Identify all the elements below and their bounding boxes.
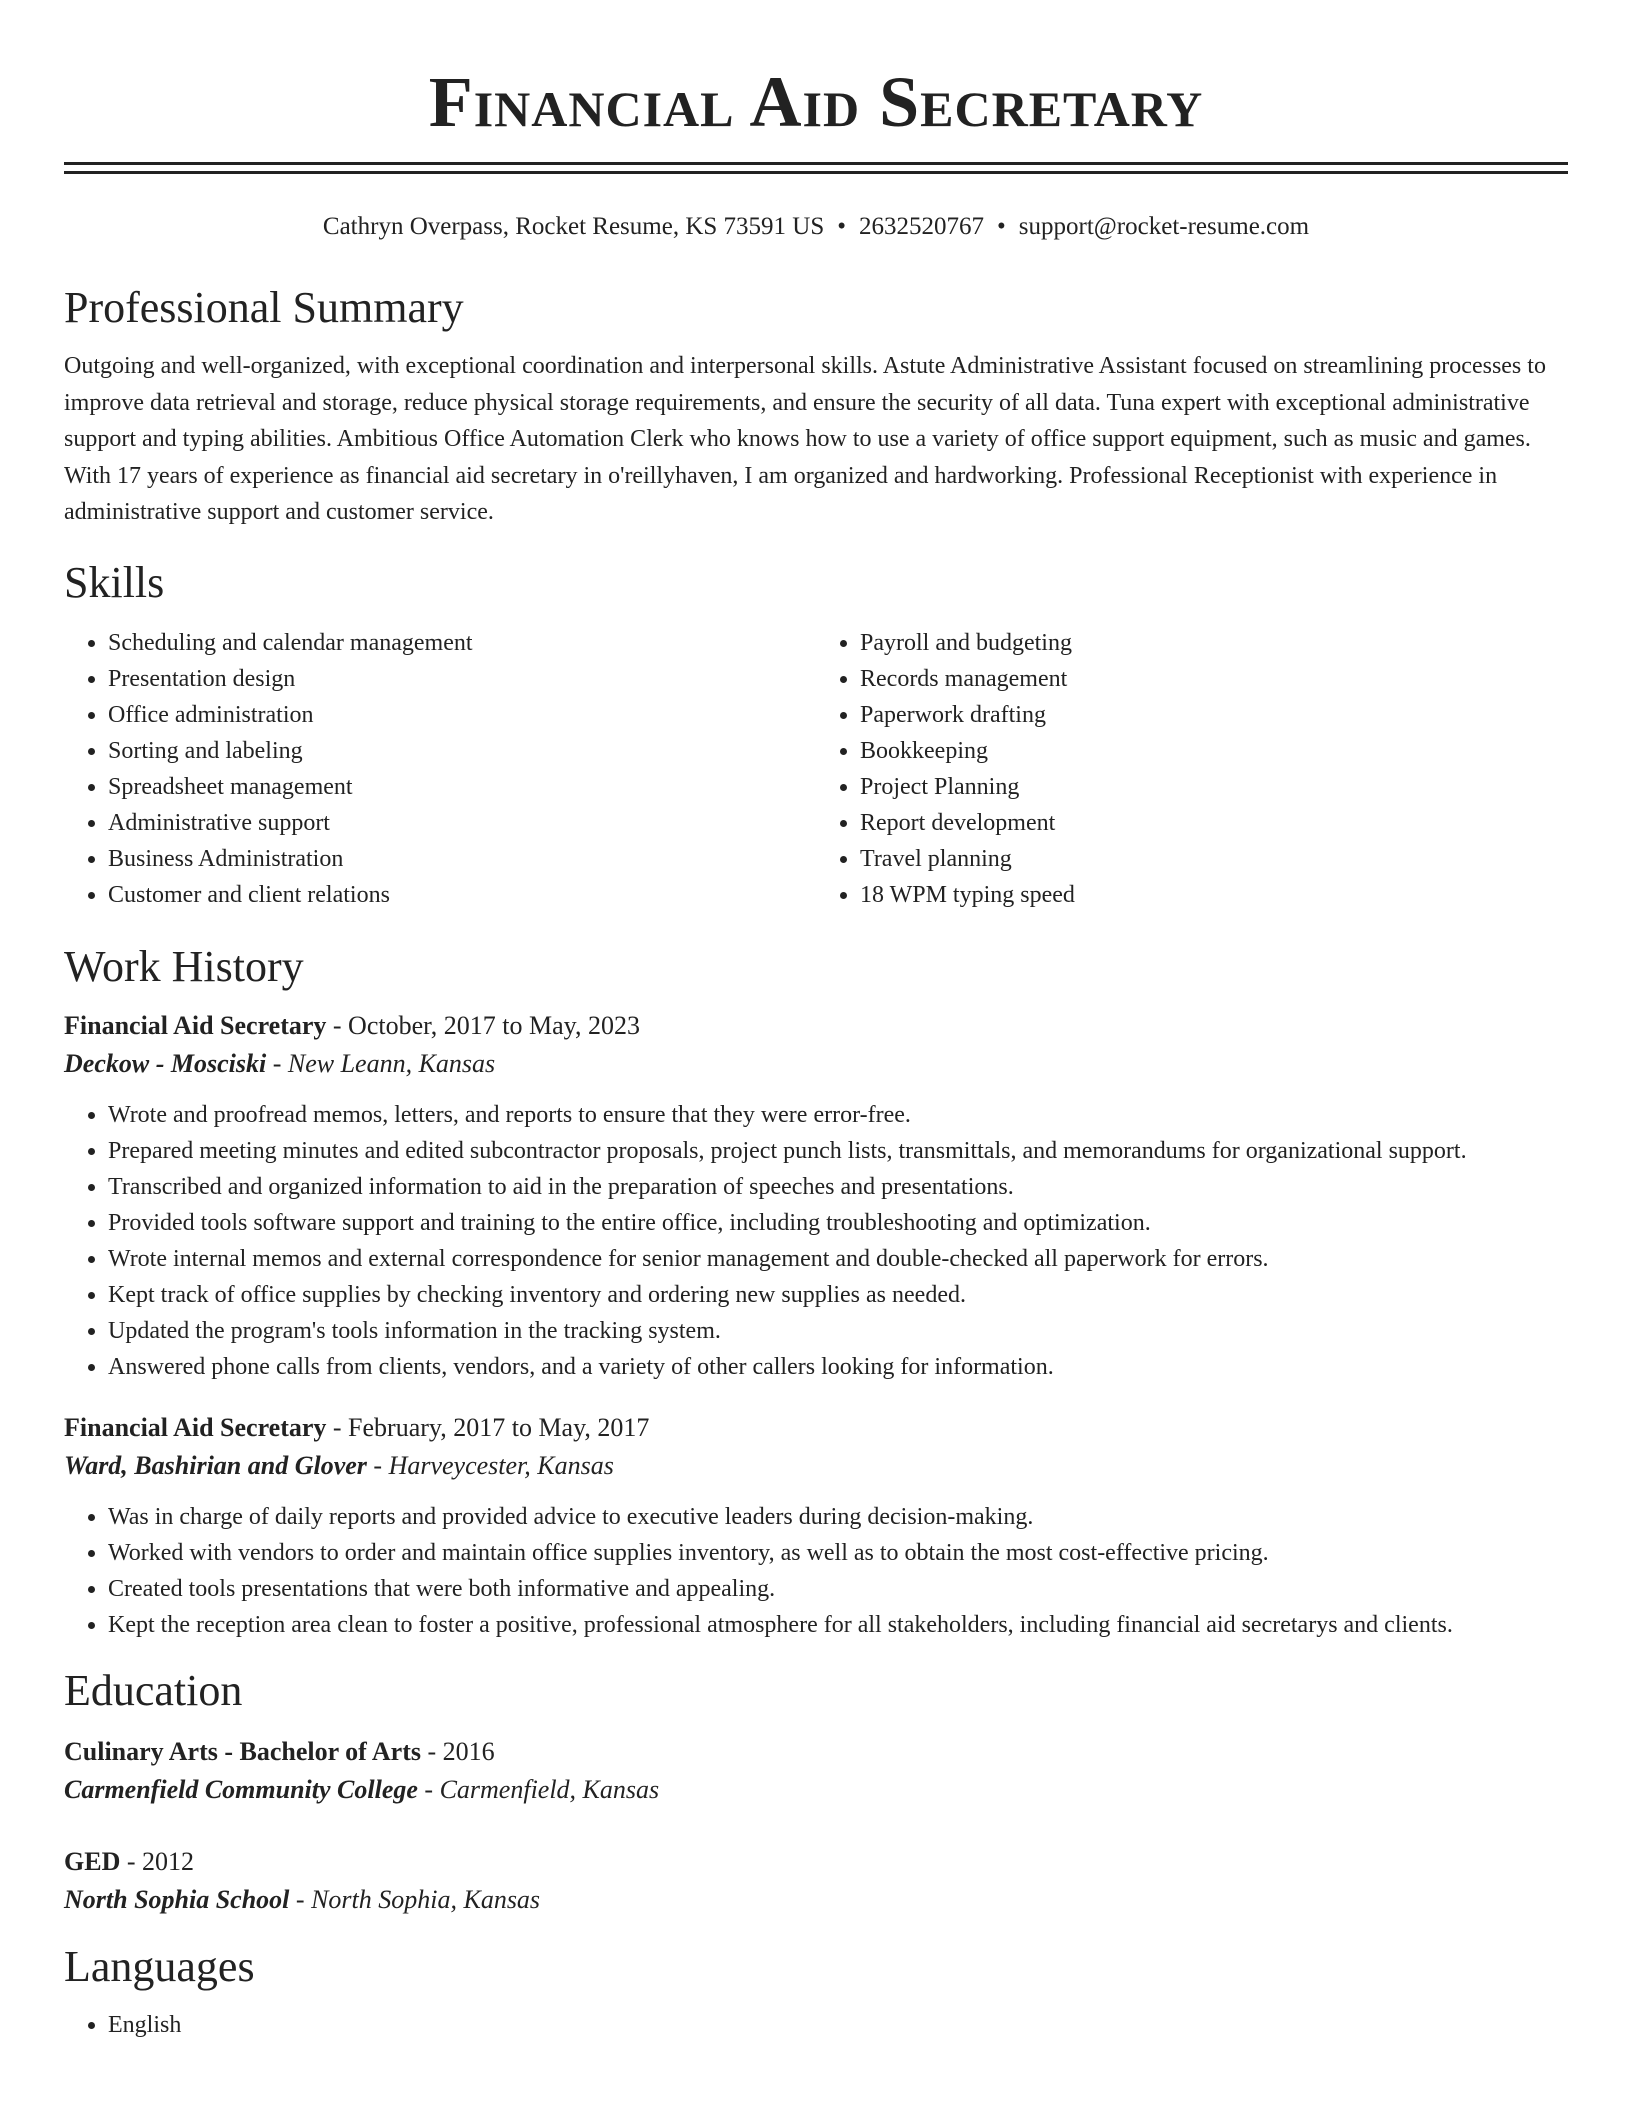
job-bullet: • Kept track of office supplies by checking inventory and ordering new supplies as needed. <box>108 1277 1568 1313</box>
school-line <box>64 1771 1568 1809</box>
school-name: Carmenfield Community College <box>64 1774 418 1804</box>
skill-item: • Project Planning <box>860 769 1568 805</box>
job-bullets <box>64 1499 1568 1643</box>
skills-list-right <box>816 625 1568 913</box>
education-entry <box>64 1843 1568 1919</box>
title-rule-bottom <box>64 171 1568 174</box>
skill-item: • Business Administration <box>108 841 816 877</box>
languages-heading: Languages <box>64 1941 255 1991</box>
job-location: - Harveycester, Kansas <box>366 1450 614 1480</box>
contact-separator: • <box>837 213 847 240</box>
job-entry <box>64 1007 1568 1385</box>
job-company: Ward, Bashirian and Glover <box>64 1450 367 1480</box>
work-history-heading: Work History <box>64 941 304 991</box>
skills-list-left <box>64 625 816 913</box>
job-bullet: • Wrote and proofread memos, letters, and reports to ensure that they were error-free. <box>108 1097 1568 1133</box>
languages-list <box>64 2007 1568 2043</box>
resume-title: Financial Aid Secretary <box>428 62 1204 142</box>
school-location: - Carmenfield, Kansas <box>417 1774 660 1804</box>
skill-item: • Office administration <box>108 697 816 733</box>
skill-item: • Presentation design <box>108 661 816 697</box>
job-title: Financial Aid Secretary <box>64 1010 327 1040</box>
job-dates: - October, 2017 to May, 2023 <box>326 1010 640 1040</box>
job-bullet: • Updated the program's tools information in the tracking system. <box>108 1313 1568 1349</box>
skills-heading: Skills <box>64 557 165 607</box>
job-dates: - February, 2017 to May, 2017 <box>326 1412 650 1442</box>
contact-address: Cathryn Overpass, Rocket Resume, KS 73591 US <box>322 213 825 240</box>
degree-line <box>64 1843 1568 1881</box>
skill-item: • Bookkeeping <box>860 733 1568 769</box>
school-name: North Sophia School <box>64 1884 290 1914</box>
contact-separator: • <box>997 213 1006 240</box>
skill-item: • Records management <box>860 661 1568 697</box>
job-company: Deckow - Mosciski <box>64 1048 267 1078</box>
summary-text: Outgoing and well-organized, with exceptional coordination and interpersonal skills. Astute Administrative Assistant focused on streamlining processes to improve data retrieval and storage, reduce physical storage requirements, and ensure the security of all data. Tuna expert with exceptional administrative support and typing abilities. Ambitious Office Automation Clerk who knows how to use a variety of office support equipment, such as music and games. With 17 years of experience as financial aid secretary in o'reillyhaven, I am organized and hardworking. Professional Receptionist with experience in administrative support and customer service. <box>64 353 1546 525</box>
job-company-line <box>64 1447 1568 1485</box>
job-bullet: • Wrote internal memos and external correspondence for senior management and double-checked all paperwork for errors. <box>108 1241 1568 1277</box>
job-bullet: • Provided tools software support and training to the entire office, including troubleshooting and optimization. <box>108 1205 1568 1241</box>
degree: Culinary Arts - Bachelor of Arts <box>64 1736 421 1766</box>
summary-heading: Professional Summary <box>64 283 464 332</box>
skill-item: • Report development <box>860 805 1568 841</box>
contact-line <box>64 210 1568 244</box>
school-line <box>64 1881 1568 1919</box>
education-entry <box>64 1733 1568 1809</box>
education-heading: Education <box>64 1665 243 1715</box>
skill-item: • Travel planning <box>860 841 1568 877</box>
skill-item: • Paperwork drafting <box>860 697 1568 733</box>
skill-item: • Sorting and labeling <box>108 733 816 769</box>
degree-year: - 2016 <box>421 1736 495 1766</box>
skills-columns <box>64 625 1568 913</box>
skill-item: • Scheduling and calendar management <box>108 625 816 661</box>
job-title-line <box>64 1409 1568 1447</box>
job-entry <box>64 1409 1568 1643</box>
job-bullet: • Prepared meeting minutes and edited subcontractor proposals, project punch lists, transmittals, and memorandums for organizational support. <box>108 1133 1568 1169</box>
skill-item: • Administrative support <box>108 805 816 841</box>
language-item: • English <box>108 2007 1568 2043</box>
job-bullet: • Answered phone calls from clients, vendors, and a variety of other callers looking for information. <box>108 1349 1568 1385</box>
job-bullet: • Worked with vendors to order and maintain office supplies inventory, as well as to obtain the most cost-effective pricing. <box>108 1535 1568 1571</box>
job-title: Financial Aid Secretary <box>64 1412 327 1442</box>
job-location: - New Leann, Kansas <box>266 1048 496 1078</box>
skill-item: • Spreadsheet management <box>108 769 816 805</box>
job-bullet: • Was in charge of daily reports and provided advice to executive leaders during decision-making. <box>108 1499 1568 1535</box>
degree: GED <box>64 1846 121 1876</box>
school-location: - North Sophia, Kansas <box>289 1884 541 1914</box>
job-company-line <box>64 1045 1568 1083</box>
skill-item: • Customer and client relations <box>108 877 816 913</box>
job-bullets <box>64 1097 1568 1385</box>
job-title-line <box>64 1007 1568 1045</box>
skill-item: • Payroll and budgeting <box>860 625 1568 661</box>
degree-line <box>64 1733 1568 1771</box>
skill-item: • 18 WPM typing speed <box>860 877 1568 913</box>
title-rule-top <box>64 162 1568 165</box>
job-bullet: • Kept the reception area clean to foster a positive, professional atmosphere for all stakeholders, including financial aid secretarys and clients. <box>108 1607 1568 1643</box>
job-bullet: • Created tools presentations that were both informative and appealing. <box>108 1571 1568 1607</box>
job-bullet: • Transcribed and organized information to aid in the preparation of speeches and presentations. <box>108 1169 1568 1205</box>
contact-phone: 2632520767 <box>859 213 985 240</box>
contact-email: support@rocket-resume.com <box>1018 213 1310 240</box>
degree-year: - 2012 <box>120 1846 195 1876</box>
